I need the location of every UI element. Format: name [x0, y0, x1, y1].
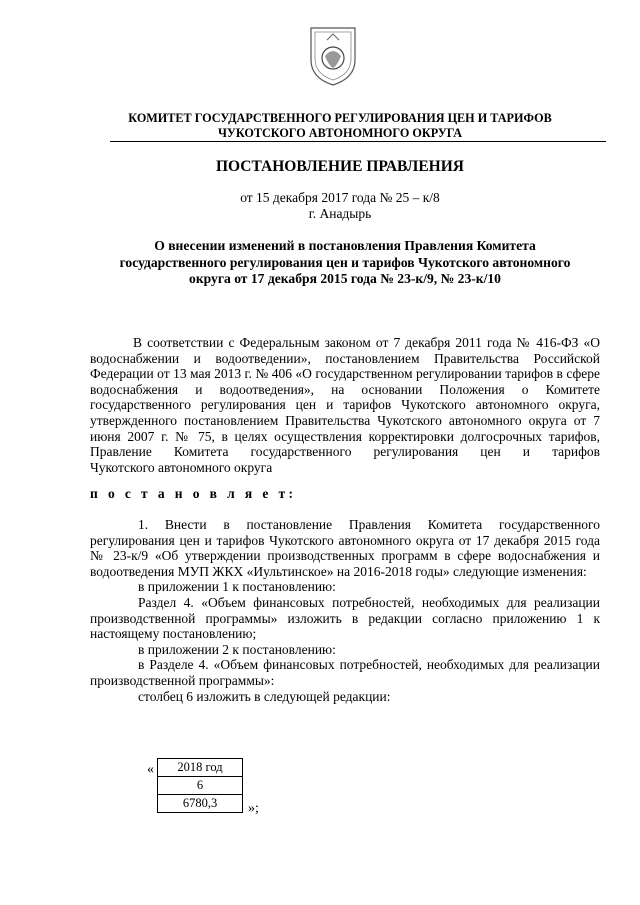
document-type-title: ПОСТАНОВЛЕНИЕ ПРАВЛЕНИЯ	[215, 158, 464, 175]
document-subject: О внесении изменений в постановления Правления Комитета государственного регулирования цен и тарифов Чукотского автономного округа от 17 декабря 2015 года № 23-к/9, № 23-к/10	[119, 238, 571, 286]
item-1: 1. Внести в постановление Правления Комитета государственного регулирования цен и тарифов Чукотского автономного округа от 17 декабря 2015 года № 23-к/9 «Об утверждении производственных программ в сфере водоснабжения и водоотведения МУП ЖКХ «Иультинское» на 2016-2018 годы» следующие изменения:	[90, 517, 600, 579]
table-cell: 6	[158, 777, 243, 795]
city-line: г. Анадырь	[308, 206, 372, 221]
item-column6: столбец 6 изложить в следующей редакции:	[138, 688, 391, 704]
date-number-line: от 15 декабря 2017 года № 25 – к/8	[240, 190, 440, 205]
preamble-tail: Чукотского автономного округа	[90, 459, 273, 475]
organization-name: КОМИТЕТ ГОСУДАРСТВЕННОГО РЕГУЛИРОВАНИЯ ЦЕН И ТАРИФОВ ЧУКОТСКОГО АВТОНОМНОГО ОКРУГА	[128, 111, 552, 140]
item-annex1-heading: в приложении 1 к постановлению:	[138, 579, 336, 595]
item-section4-annex1: Раздел 4. «Объем финансовых потребностей, необходимых для реализации производственной программы» изложить в редакции согласно приложению 1 к настоящему постановлению;	[90, 594, 600, 642]
table-cell: 6780,3	[158, 795, 243, 813]
table-cell: 2018 год	[158, 759, 243, 777]
coat-of-arms-emblem	[307, 22, 359, 88]
preamble-text: В соответствии с Федеральным законом от 7 декабря 2011 года № 416-ФЗ «О водоснабжении и водоотведении», постановлением Правительства Российской Федерации от 13 мая 2013 г. № 406 «О государственном регулировании тарифов в сфере водоснабжения и водоотведения», на основании Положения о Комитете государственного регулирования цен и тарифов Чукотского автономного округа, утвержденного постановлением Правительства Чукотского автономного округа от 7 июня 2007 г. № 75, в целях осуществления корректировки долгосрочных тарифов, Правление Комитета государственного регулирования цен и тарифов	[90, 335, 600, 460]
table-row	[158, 795, 243, 813]
table-row	[158, 777, 243, 795]
quote-close-mark: »;	[248, 801, 259, 816]
header-divider	[110, 141, 606, 142]
item-annex2-heading: в приложении 2 к постановлению:	[138, 641, 336, 657]
item-section4-annex2: в Разделе 4. «Объем финансовых потребностей, необходимых для реализации производственной программы»:	[90, 657, 600, 688]
resolution-items	[90, 517, 600, 704]
decree-word: п о с т а н о в л я е т:	[90, 486, 297, 501]
preamble-block	[90, 335, 600, 475]
table-row	[158, 759, 243, 777]
quote-open-mark: «	[147, 762, 154, 777]
column6-table	[157, 758, 243, 813]
